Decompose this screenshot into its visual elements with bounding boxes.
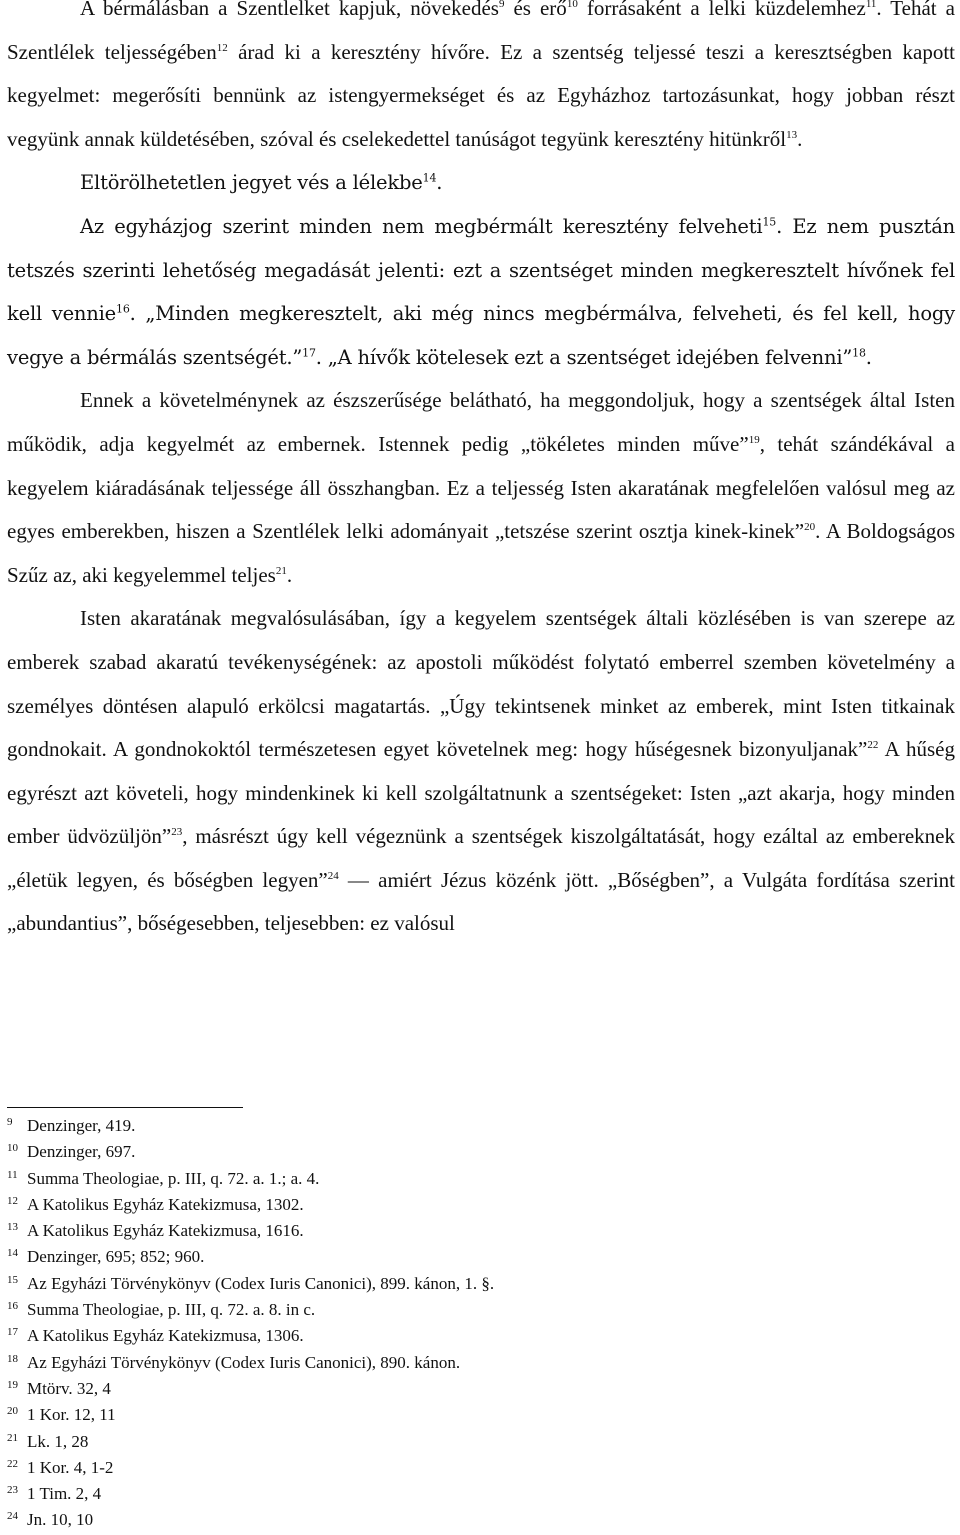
footnote-item <box>7 1351 907 1377</box>
footnote-number: 22 <box>7 1457 18 1470</box>
footnote-number: 11 <box>7 1168 18 1181</box>
footnote-text: Az Egyházi Törvénykönyv (Codex Iuris Canonici), 890. kánon. <box>27 1352 461 1372</box>
footnote-item <box>7 1245 907 1271</box>
footnote-text: Denzinger, 697. <box>27 1142 136 1162</box>
footnote-number: 10 <box>7 1142 18 1155</box>
footnote-text: 1 Kor. 12, 11 <box>27 1405 116 1425</box>
text-run: . A Boldogságos Szűz az, aki kegyelemmel teljes <box>7 519 955 587</box>
footnote-text: Mtörv. 32, 4 <box>27 1378 111 1398</box>
paragraph-3 <box>7 205 955 379</box>
text-run: . <box>797 126 803 151</box>
paragraph-4 <box>7 379 955 597</box>
footnote-number: 19 <box>7 1378 18 1391</box>
footnote-number: 13 <box>7 1221 18 1234</box>
paragraph-1 <box>7 0 955 161</box>
footnote-text: Denzinger, 419. <box>27 1116 136 1135</box>
footnote-number: 14 <box>7 1247 18 1260</box>
text-run: . <box>865 345 872 369</box>
paragraph-2 <box>7 161 955 205</box>
footnote-item <box>7 1193 907 1219</box>
footnote-item <box>7 1456 907 1482</box>
body-text <box>7 0 955 946</box>
footnote-number: 15 <box>7 1273 18 1286</box>
text-run: — amiért Jézus közénk jött. „Bőségben”, a Vulgáta fordítása szerint „abundantius”, bőségesebben, teljesebben: ez valósul <box>7 867 955 936</box>
footnote-ref[interactable]: 9 <box>498 0 505 10</box>
footnote-text: Jn. 10, 10 <box>27 1510 94 1530</box>
text-run: . <box>436 171 443 195</box>
text-run: . Tehát a Szentlélek teljességében <box>7 0 955 64</box>
footnote-number: 18 <box>7 1352 18 1365</box>
text-run: forrásaként a lelki küzdelemhez <box>577 0 866 20</box>
footnote-text: Summa Theologiae, p. III, q. 72. a. 8. in c. <box>27 1300 316 1320</box>
footnote-text: Summa Theologiae, p. III, q. 72. a. 1.; a. 4. <box>27 1168 320 1188</box>
footnote-number: 16 <box>7 1300 18 1313</box>
footnote-ref[interactable]: 21 <box>275 564 287 577</box>
text-run: . „Minden megkeresztelt, aki még nincs megbérmálva, felveheti, és fel kell, hogy vegye a bérmálás szentségét.” <box>7 302 955 369</box>
text-run: . <box>286 562 293 587</box>
footnote-text: 1 Kor. 4, 1-2 <box>27 1457 114 1477</box>
text-run: . „A hívők kötelesek ezt a szentséget idejében felvenni” <box>315 345 853 369</box>
footnote-ref[interactable]: 15 <box>762 215 777 229</box>
footnote-item <box>7 1219 907 1245</box>
footnote-number: 17 <box>7 1326 18 1339</box>
footnote-item <box>7 1298 907 1324</box>
footnote-item <box>7 1272 907 1298</box>
footnote-separator <box>7 1107 243 1108</box>
footnote-ref[interactable]: 18 <box>852 346 866 360</box>
footnote-ref[interactable]: 22 <box>867 739 879 752</box>
footnote-text: A Katolikus Egyház Katekizmusa, 1302. <box>27 1194 304 1214</box>
footnote-text: A Katolikus Egyház Katekizmusa, 1616. <box>27 1221 304 1241</box>
footnote-number: 23 <box>7 1484 18 1497</box>
footnote-ref[interactable]: 11 <box>865 0 877 10</box>
text-run: Eltörölhetetlen jegyet vés a lélekbe <box>80 171 423 195</box>
text-run: . Ez nem pusztán tetszés szerinti lehetőség megadását jelenti: ezt a szentséget minden megkeresztelt hívőnek fel kell vennie <box>7 214 955 326</box>
footnote-ref[interactable]: 13 <box>786 128 798 141</box>
footnote-item <box>7 1324 907 1350</box>
text-run: Ennek a követelménynek az észszerűsége belátható, ha meggondoljuk, hogy a szentségek által Isten működik, adja kegyelmét az embernek. Istennek pedig „tökéletes minden műve” <box>7 388 955 456</box>
footnote-number: 20 <box>7 1405 18 1418</box>
text-run: A bérmálásban a Szentlelket kapjuk, növekedés <box>80 0 499 20</box>
footnote-item <box>7 1508 907 1534</box>
footnote-ref[interactable]: 23 <box>171 826 183 839</box>
footnote-text: Az Egyházi Törvénykönyv (Codex Iuris Canonici), 899. kánon, 1. §. <box>27 1273 495 1293</box>
paragraph-5 <box>7 597 955 946</box>
footnote-item <box>7 1140 907 1166</box>
text-run: , tehát szándékával a kegyelem kiáradásának teljessége áll összhangban. Ez a teljesség Isten akaratának megfelelően valósul meg az egyes emberekben, hiszen a Szentlélek lelki adományait „tetszése szerint osztja kinek-kinek” <box>7 431 956 544</box>
footnote-item <box>7 1114 907 1140</box>
footnote-ref[interactable]: 16 <box>116 302 130 316</box>
text-run: , másrészt úgy kell végeznünk a szentségek kiszolgáltatását, hogy ezáltal az embereknek „életük legyen, és bőségben legyen” <box>7 824 955 892</box>
footnote-text: A Katolikus Egyház Katekizmusa, 1306. <box>27 1326 304 1346</box>
text-run: Az egyházjog szerint minden nem megbérmált keresztény felveheti <box>80 214 763 238</box>
footnote-text: Denzinger, 695; 852; 960. <box>27 1247 205 1267</box>
text-run: és erő <box>504 0 567 20</box>
footnote-number: 21 <box>7 1431 18 1444</box>
footnote-item <box>7 1167 907 1193</box>
footnote-item <box>7 1430 907 1456</box>
footnote-text: 1 Tim. 2, 4 <box>27 1484 102 1504</box>
text-run: Isten akaratának megvalósulásában, így a kegyelem szentségek általi közlésében is van szerepe az emberek szabad akaratú tevékenységének: az apostoli működést folytató emberrel szemben követelmény a személyes döntésen alapuló erkölcsi magatartás. „Úgy tekintsenek minket az emberek, mint Isten titkainak gondnokait. A gondnokoktól természetesen egyet követelnek meg: hogy hűségesnek bizonyuljanak” <box>7 606 955 762</box>
footnote-number: 12 <box>7 1194 18 1207</box>
footnote-item <box>7 1403 907 1429</box>
footnote-ref[interactable]: 19 <box>748 433 760 446</box>
footnote-ref[interactable]: 24 <box>327 869 339 882</box>
text-run: A hűség egyrészt azt követeli, hogy mindenkinek ki kell szolgáltatnunk a szentségeket: Isten „azt akarja, hogy minden ember üdvözüljön” <box>7 737 956 849</box>
footnote-ref[interactable]: 17 <box>302 346 316 360</box>
footnote-ref[interactable]: 20 <box>804 521 816 534</box>
footnote-item <box>7 1377 907 1403</box>
footnote-ref[interactable]: 14 <box>422 171 437 185</box>
footnote-ref[interactable]: 12 <box>216 41 228 54</box>
footnote-ref[interactable]: 10 <box>566 0 578 10</box>
text-run: árad ki a keresztény hívőre. Ez a szentség teljessé teszi a keresztségben kapott kegyelmet: megerősíti bennünk az istengyermekséget és az Egyházhoz tartozásunkat, hogy jobban részt vegyünk annak küldetésében, szóval és cselekedettel tanúságot tegyünk keresztény hitünkről <box>7 39 955 151</box>
footnote-number: 24 <box>7 1510 18 1523</box>
footnote-text: Lk. 1, 28 <box>27 1431 89 1451</box>
footnotes-list <box>7 1114 907 1535</box>
footnote-number: 9 <box>7 1116 13 1128</box>
